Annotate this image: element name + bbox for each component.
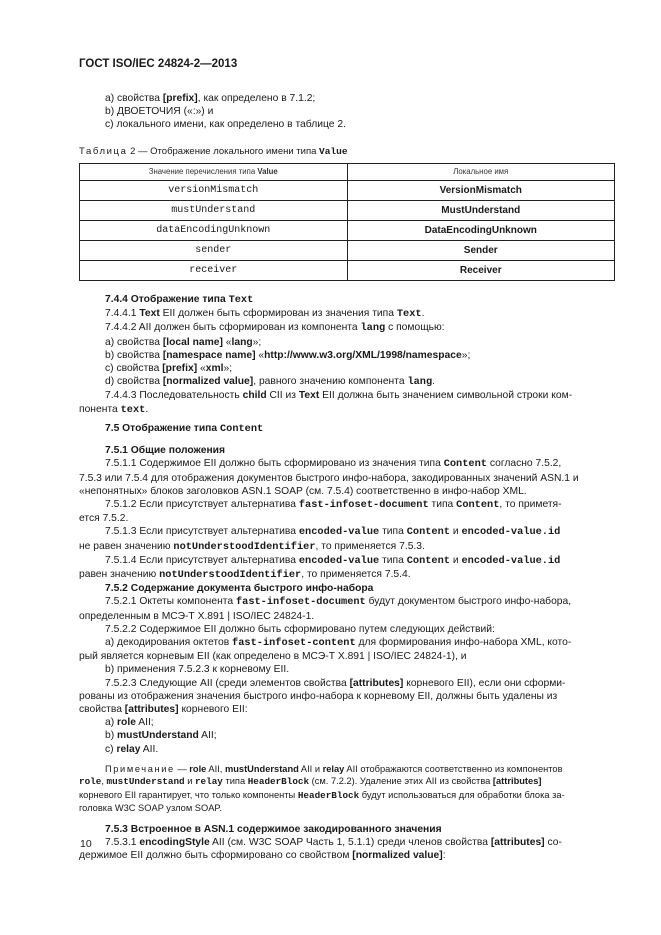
list-item: c) локального имени, как определено в таблице 2. [105, 119, 346, 131]
section-heading: 7.5 Отображение типа Content [105, 423, 264, 435]
local-name-table [79, 163, 615, 281]
table-row: versionMismatch VersionMismatch [80, 181, 615, 201]
section-7-5: 7.5 Отображение типа Content 7.5.1 Общие положения 7.5.1.1 Содержимое EII должно быть сформировано из значения типа Content согласно 7.5.2, 7.5.3 или 7.5.4 для отображения документов быстрого инфо-набора, закодированных значений ASN.1 и «непонятных» блоков заголовков ASN.1 SOAP (см. 7.5.4) соответственно в инфо-набор XML. 7.5.1.2 Если присутствует альтернатива fast-infoset-document типа Content, то приметя- ется 7.5.2. 7.5.1.3 Если присутствует альтернатива encoded-value типа Content и encoded-value.id не равен значению notUnderstoodIdentifier, то применяется 7.5.3. 7.5.1.4 Если присутствует альтернатива encoded-value типа Content и encoded-value.id равен значению notUnderstoodIdentifier, то применяется 7.5.4. 7.5.2 Содержание документа быстрого инфо-набора 7.5.2.1 Октеты компонента fast-infoset-document будут документом быстрого инфо-набора, определенным в МСЭ-Т X.891 | ISO/IEC 24824-1. 7.5.2.2 Содержимое EII должно быть сформировано путем следующих действий: a) декодирования октетов fast-infoset-content для формирования инфо-набора XML, кото- рый является корневым EII (как определено в МСЭ-Т X.891 | ISO/IEC 24824-1), и b) применения 7.5.2.3 к корневому EII. 7.5.2.3 Следующие AII (среди элементов свойства [attributes] корневого EII), если они сформи- рованы из отображения значения быстрого инфо-набора к корневому EII, должны быть удалены из свойства [attributes] корневого EII: a) role AII; b) mustUnderstand AII; c) relay AII. Примечание — role AII, mustUnderstand AII и relay AII отображаются соответственно из компонентов role, mustUnderstand и relay типа HeaderBlock (см. 7.2.2). Удаление этих AII из свойства [attributes] корневого EII гарантирует, что только компоненты HeaderBlock будут использоваться для обработки блока за- головка W3C SOAP узлом SOAP. 7.5.3 Встроенное в ASN.1 содержимое закодированного значения 7.5.3.1 encodingStyle AII (см. W3C SOAP Часть 1, 5.1.1) среди членов свойства [attributes] со- держимое EII должно быть сформировано со свойством [normalized value]: [79, 422, 615, 862]
table-row: receiver Receiver [80, 261, 615, 281]
document-header: ГОСТ ISO/IEC 24824-2—2013 [79, 58, 238, 70]
intro-list [79, 92, 615, 132]
table-caption: Таблица 2 — Отображение локального имени типа Value [79, 146, 348, 157]
section-7-4-4: 7.4.4 Отображение типа Text 7.4.4.1 Text EII должен быть сформирован из значения типа Text. 7.4.4.2 AII должен быть сформирован из компонента lang с помощью: a) свойства [local name] «lang»; b) свойства [namespace name] «http://www.w3.org/XML/1998/namespace»; c) свойства [prefix] «xml»; d) свойства [normalized value], равного значению компонента lang. 7.4.4.3 Последовательность child CII из Text EII должна быть значением символьной строки ком- понента text. [79, 293, 615, 417]
section-heading: 7.4.4 Отображение типа Text [105, 294, 254, 306]
section-heading: 7.5.1 Общие положения [105, 445, 225, 457]
table-row: dataEncodingUnknown DataEncodingUnknown [80, 221, 615, 241]
note-block: Примечание — role AII, mustUnderstand AII и relay AII отображаются соответственно из компонентов role, mustUnderstand и relay типа HeaderBlock (см. 7.2.2). Удаление этих AII из свойства [attributes] корневого EII гарантирует, что только компоненты HeaderBlock будут использоваться для обработки блока за- головка W3C SOAP узлом SOAP. [79, 763, 565, 814]
table-row: mustUnderstand MustUnderstand [80, 201, 615, 221]
column-header: Локальное имя [347, 164, 615, 181]
page-number: 10 [80, 838, 92, 850]
section-heading: 7.5.2 Содержание документа быстрого инфо-набора [105, 583, 374, 595]
table-row: sender Sender [80, 241, 615, 261]
list-item: b) ДВОЕТОЧИЯ («:») и [105, 106, 214, 118]
column-header: Значение перечисления типа Value [80, 164, 348, 181]
list-item: a) свойства [prefix], как определено в 7.1.2; [105, 93, 316, 104]
section-heading: 7.5.3 Встроенное в ASN.1 содержимое закодированного значения [105, 823, 442, 835]
